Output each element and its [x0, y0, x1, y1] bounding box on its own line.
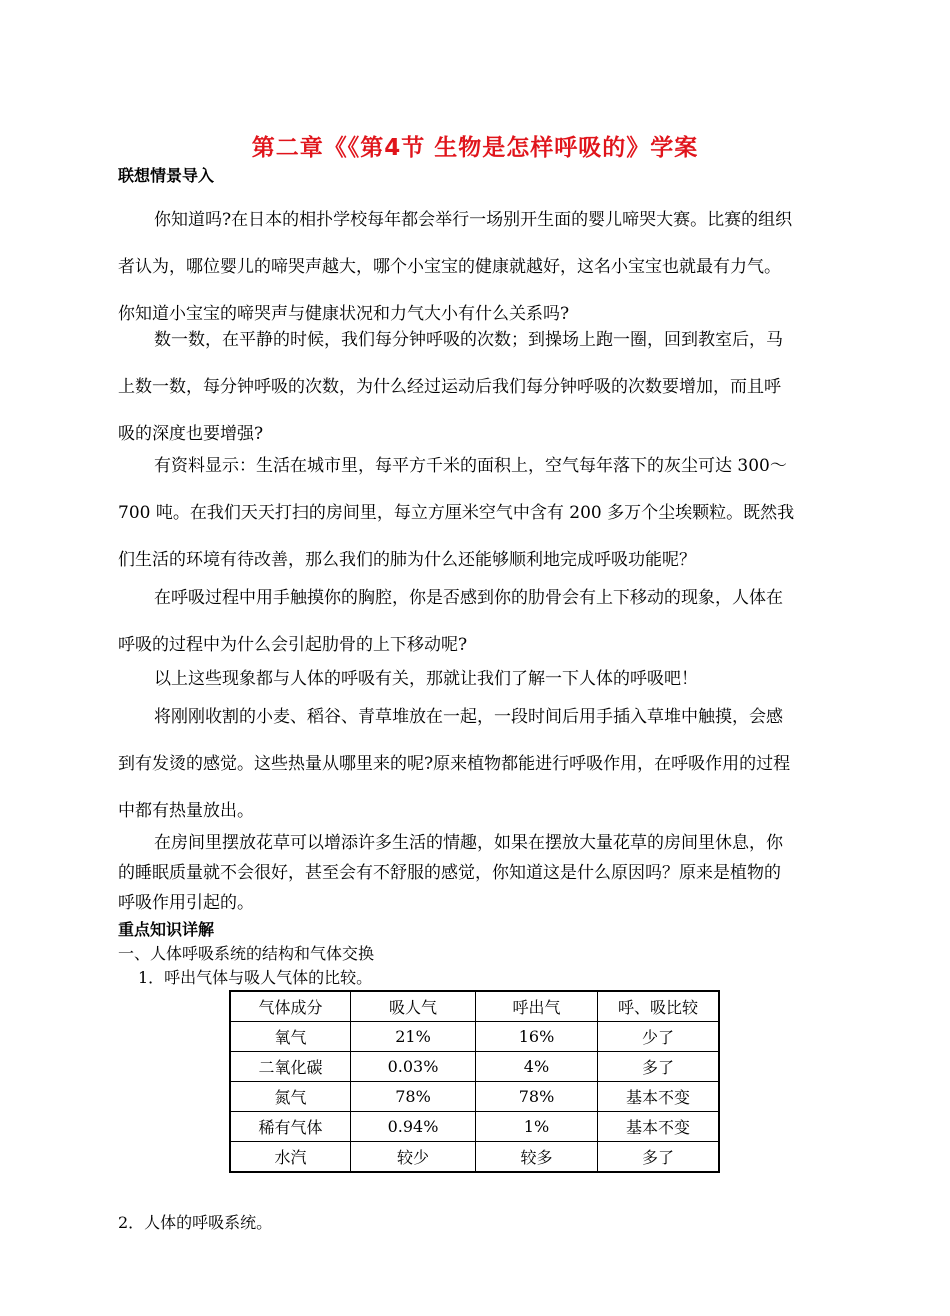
intro-paragraph-4 [118, 575, 834, 669]
paragraph-line: 中都有热量放出。 [118, 801, 254, 821]
table-cell: 较多 [476, 1142, 598, 1173]
table-cell: 4% [476, 1052, 598, 1082]
table-cell: 1% [476, 1112, 598, 1142]
section-1-heading: 一、人体呼吸系统的结构和气体交换 [118, 944, 375, 963]
table-header-row [230, 991, 719, 1022]
paragraph-line: 将刚刚收割的小麦、稻谷、青草堆放在一起，一段时间后用手插入草堆中触摸，会感 [154, 707, 783, 727]
intro-heading: 联想情景导入 [118, 166, 215, 185]
page-title: 第二章《《第4节 生物是怎样呼吸的》学案 [251, 135, 699, 161]
paragraph-line: 在房间里摆放花草可以增添许多生活的情趣，如果在摆放大量花草的房间里休息，你 [154, 833, 783, 853]
table-cell: 78% [351, 1082, 476, 1112]
paragraph-line: 你知道吗?在日本的相扑学校每年都会举行一场别开生面的婴儿啼哭大赛。比赛的组织 [154, 210, 793, 230]
gas-comparison-table [229, 990, 720, 1173]
intro-paragraph-3 [118, 443, 834, 584]
table-cell: 0.03% [351, 1052, 476, 1082]
table-row [230, 1052, 719, 1082]
paragraph-line: 呼吸作用引起的。 [118, 893, 254, 913]
paragraph-line: 到有发烫的感觉。这些热量从哪里来的呢?原来植物都能进行呼吸作用，在呼吸作用的过程 [118, 754, 791, 774]
table-cell: 较少 [351, 1142, 476, 1173]
table-header-cell: 呼、吸比较 [598, 991, 720, 1022]
table-row [230, 1082, 719, 1112]
table-row [230, 1022, 719, 1052]
table-cell: 0.94% [351, 1112, 476, 1142]
table-cell: 21% [351, 1022, 476, 1052]
table-cell: 氧气 [230, 1022, 351, 1052]
table-cell: 78% [476, 1082, 598, 1112]
table-cell: 二氧化碳 [230, 1052, 351, 1082]
paragraph-line: 的睡眠质量就不会很好，甚至会有不舒服的感觉，你知道这是什么原因吗？原来是植物的 [118, 863, 781, 883]
paragraph-line: 有资料显示：生活在城市里，每平方千米的面积上，空气每年落下的灰尘可达 300～ [154, 456, 787, 476]
key-knowledge-heading: 重点知识详解 [118, 920, 215, 939]
table-cell: 氮气 [230, 1082, 351, 1112]
item-1-text: 1．呼出气体与吸人气体的比较。 [138, 968, 373, 987]
table-cell: 16% [476, 1022, 598, 1052]
paragraph-line: 呼吸的过程中为什么会引起肋骨的上下移动呢? [118, 635, 468, 655]
table-row [230, 1112, 719, 1142]
paragraph-line: 以上这些现象都与人体的呼吸有关，那就让我们了解一下人体的呼吸吧！ [154, 669, 698, 689]
table-header-cell: 气体成分 [230, 991, 351, 1022]
paragraph-line: 你知道小宝宝的啼哭声与健康状况和力气大小有什么关系吗? [118, 304, 570, 324]
paragraph-line: 上数一数，每分钟呼吸的次数，为什么经过运动后我们每分钟呼吸的次数要增加，而且呼 [118, 377, 781, 397]
table-header-cell: 吸人气 [351, 991, 476, 1022]
paragraph-line: 在呼吸过程中用手触摸你的胸腔，你是否感到你的肋骨会有上下移动的现象，人体在 [154, 588, 783, 608]
table-header-cell: 呼出气 [476, 991, 598, 1022]
table-cell: 多了 [598, 1052, 720, 1082]
paragraph-line: 者认为，哪位婴儿的啼哭声越大，哪个小宝宝的健康就越好，这名小宝宝也就最有力气。 [118, 257, 781, 277]
item-2-text: 2．人体的呼吸系统。 [118, 1213, 273, 1232]
table-cell: 水汽 [230, 1142, 351, 1173]
table-cell: 基本不变 [598, 1082, 720, 1112]
paragraph-line: 吸的深度也要增强? [118, 424, 264, 444]
table-cell: 基本不变 [598, 1112, 720, 1142]
paragraph-line: 700 吨。在我们天天打扫的房间里，每立方厘米空气中含有 200 多万个尘埃颗粒。既然我 [118, 503, 795, 523]
table-cell: 稀有气体 [230, 1112, 351, 1142]
paragraph-line: 数一数，在平静的时候，我们每分钟呼吸的次数；到操场上跑一圈，回到教室后，马 [154, 330, 783, 350]
table-row [230, 1142, 719, 1173]
table-cell: 少了 [598, 1022, 720, 1052]
intro-paragraph-2 [118, 317, 834, 458]
table-cell: 多了 [598, 1142, 720, 1173]
intro-paragraph-7 [118, 828, 834, 918]
paragraph-line: 们生活的环境有待改善，那么我们的肺为什么还能够顺利地完成呼吸功能呢？ [118, 550, 696, 570]
intro-paragraph-6 [118, 694, 834, 835]
